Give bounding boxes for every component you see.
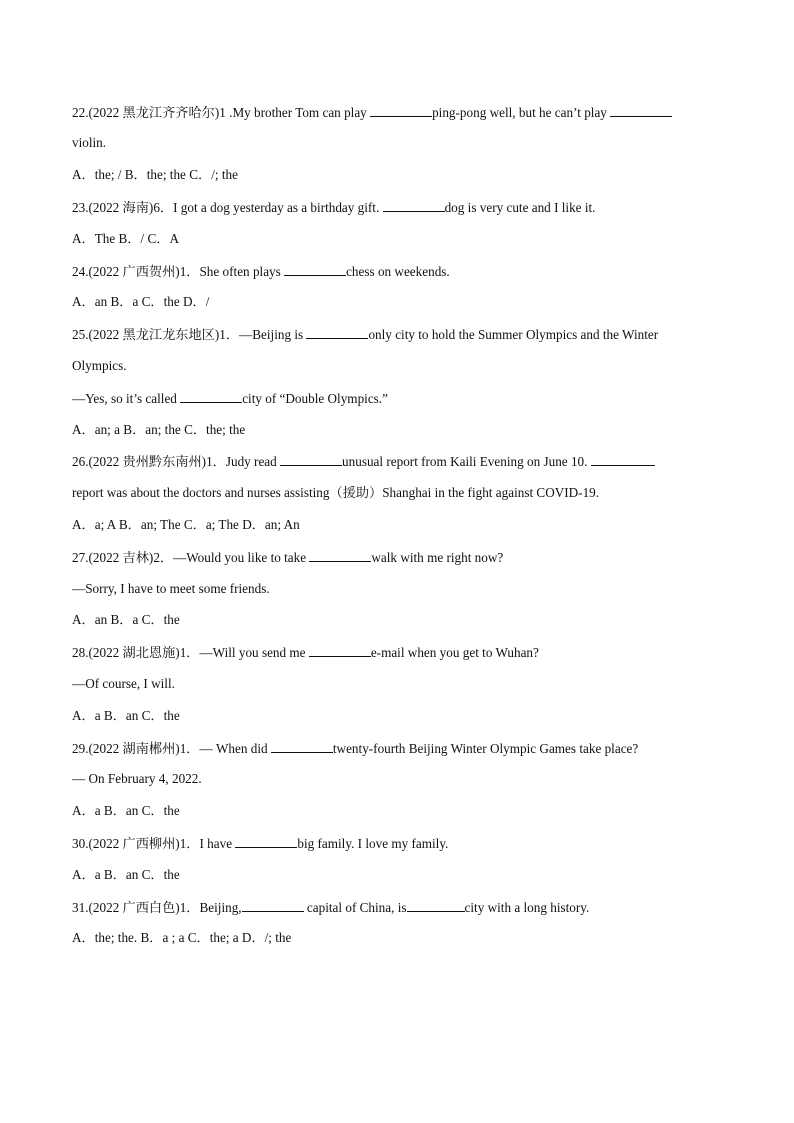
answer-blank[interactable]: [591, 453, 655, 466]
question-22-continuation: violin.: [72, 135, 107, 150]
answer-blank[interactable]: [180, 390, 242, 403]
answer-blank[interactable]: [306, 326, 368, 339]
question-29-stem: 29.(2022 湖南郴州)1．— When did: [72, 741, 271, 756]
question-28-stem: 28.(2022 湖北恩施)1．—Will you send me: [72, 645, 309, 660]
question-27-reply: —Sorry, I have to meet some friends.: [72, 581, 270, 596]
answer-blank[interactable]: [407, 899, 465, 912]
answer-blank[interactable]: [610, 104, 672, 117]
answer-blank[interactable]: [309, 549, 371, 562]
question-23-stem: 23.(2022 海南)6．I got a dog yesterday as a birthday gift.: [72, 200, 383, 215]
question-27: 27.(2022 吉林)2．—Would you like to take walk with me right now?: [72, 550, 504, 565]
question-26-continuation: report was about the doctors and nurses assisting（援助）Shanghai in the fight against COVID-19.: [72, 485, 600, 500]
question-25-continuation: Olympics.: [72, 358, 127, 373]
question-30-stem: 30.(2022 广西柳州)1．I have: [72, 836, 236, 851]
question-29-options: A．a B．an C．the: [72, 803, 180, 818]
answer-blank[interactable]: [383, 199, 445, 212]
question-28: 28.(2022 湖北恩施)1．—Will you send me e-mail when you get to Wuhan?: [72, 645, 539, 660]
question-24: 24.(2022 广西贺州)1．She often plays chess on weekends.: [72, 264, 450, 279]
answer-blank[interactable]: [370, 104, 432, 117]
answer-blank[interactable]: [271, 740, 333, 753]
question-26-stem: 26.(2022 贵州黔东南州)1．Judy read: [72, 454, 281, 469]
question-22-stem: 22.(2022 黑龙江齐齐哈尔)1 .My brother Tom can play: [72, 105, 371, 120]
question-31-stem: 31.(2022 广西白色)1．Beijing,: [72, 900, 242, 915]
question-26: 26.(2022 贵州黔东南州)1．Judy read unusual report from Kaili Evening on June 10.: [72, 453, 655, 470]
question-27-stem: 27.(2022 吉林)2．—Would you like to take: [72, 550, 310, 565]
question-27-options: A．an B．a C．the: [72, 612, 180, 627]
question-28-reply: —Of course, I will.: [72, 676, 175, 691]
question-31-options: A．the; the. B．a ; a C．the; a D．/; the: [72, 930, 292, 945]
question-22-options: A．the; / B．the; the C．/; the: [72, 167, 238, 182]
question-22: 22.(2022 黑龙江齐齐哈尔)1 .My brother Tom can play ping-pong well, but he can’t play: [72, 104, 672, 121]
question-25-options: A．an; a B．an; the C．the; the: [72, 422, 246, 437]
question-24-stem: 24.(2022 广西贺州)1．She often plays: [72, 264, 285, 279]
question-23: 23.(2022 海南)6．I got a dog yesterday as a birthday gift. dog is very cute and I like it.: [72, 200, 596, 215]
question-25-reply: —Yes, so it’s called city of “Double Olympics.”: [72, 391, 388, 406]
answer-blank[interactable]: [242, 899, 304, 912]
question-29: 29.(2022 湖南郴州)1．— When did twenty-fourth Beijing Winter Olympic Games take place?: [72, 741, 639, 756]
question-23-options: A．The B．/ C．A: [72, 231, 179, 246]
question-26-options: A．a; A B．an; The C．a; The D．an; An: [72, 517, 300, 532]
answer-blank[interactable]: [280, 453, 342, 466]
question-25: 25.(2022 黑龙江龙东地区)1．—Beijing is only city to hold the Summer Olympics and the Winter: [72, 327, 659, 342]
answer-blank[interactable]: [309, 644, 371, 657]
question-30: 30.(2022 广西柳州)1．I have big family. I love my family.: [72, 836, 449, 851]
question-29-reply: — On February 4, 2022.: [72, 771, 202, 786]
question-24-options: A．an B．a C．the D．/: [72, 294, 210, 309]
answer-blank[interactable]: [235, 835, 297, 848]
answer-blank[interactable]: [284, 263, 346, 276]
question-31: 31.(2022 广西白色)1．Beijing, capital of China, is city with a long history.: [72, 900, 590, 915]
question-25-stem: 25.(2022 黑龙江龙东地区)1．—Beijing is: [72, 327, 307, 342]
question-30-options: A．a B．an C．the: [72, 867, 180, 882]
question-28-options: A．a B．an C．the: [72, 708, 180, 723]
